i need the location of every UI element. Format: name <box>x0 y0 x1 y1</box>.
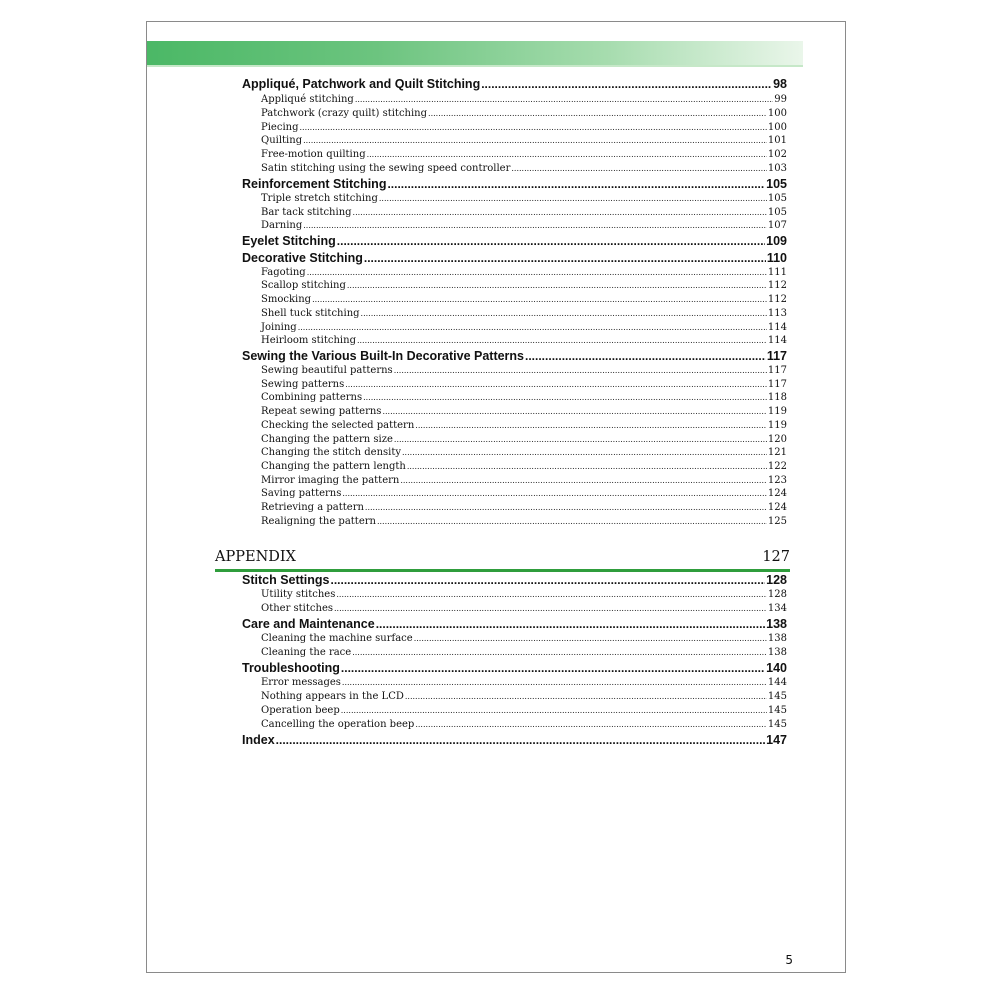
entry-title: Cleaning the machine surface <box>261 633 413 644</box>
dot-leader <box>414 633 767 644</box>
entry-title: Decorative Stitching <box>242 251 363 265</box>
toc-entry[interactable] <box>261 308 787 319</box>
dot-leader <box>428 108 767 119</box>
manual-page <box>146 21 846 973</box>
toc-heading-eyelet[interactable] <box>242 234 787 248</box>
entry-page-number: 145 <box>767 719 787 730</box>
page-number: 5 <box>785 953 793 967</box>
dot-leader <box>377 516 767 527</box>
entry-title: Shell tuck stitching <box>261 308 360 319</box>
toc-entry[interactable] <box>261 705 787 716</box>
entry-title: Scallop stitching <box>261 280 346 291</box>
dot-leader <box>394 434 767 445</box>
dot-leader <box>376 617 765 631</box>
entry-page-number: 147 <box>766 733 787 747</box>
entry-title: Saving patterns <box>261 488 342 499</box>
dot-leader <box>357 335 767 346</box>
entry-title: Mirror imaging the pattern <box>261 475 400 486</box>
entry-page-number: 110 <box>766 251 787 265</box>
toc-entry[interactable] <box>261 94 787 105</box>
entry-title: Stitch Settings <box>242 573 330 587</box>
dot-leader <box>303 135 767 146</box>
entry-page-number: 100 <box>767 122 787 133</box>
dot-leader <box>525 349 766 363</box>
toc-entry[interactable] <box>261 447 787 458</box>
toc-entry[interactable] <box>261 149 787 160</box>
toc-entry[interactable] <box>261 461 787 472</box>
entry-title: Troubleshooting <box>242 661 340 675</box>
entry-page-number: 101 <box>767 135 787 146</box>
dot-leader <box>300 122 767 133</box>
entry-title: Error messages <box>261 677 341 688</box>
entry-title: Utility stitches <box>261 589 336 600</box>
entry-page-number: 105 <box>767 207 787 218</box>
entry-page-number: 145 <box>767 691 787 702</box>
dot-leader <box>341 661 765 675</box>
toc-heading-stitch-settings[interactable] <box>242 573 787 587</box>
toc-entry[interactable] <box>261 163 787 174</box>
toc-entry[interactable] <box>261 420 787 431</box>
entry-page-number: 111 <box>767 267 787 278</box>
dot-leader <box>345 379 767 390</box>
entry-page-number: 102 <box>767 149 787 160</box>
entry-title: Repeat sewing patterns <box>261 406 382 417</box>
toc-heading-applique[interactable] <box>242 77 787 91</box>
dot-leader <box>363 392 767 403</box>
entry-page-number: 145 <box>767 705 787 716</box>
entry-title: Operation beep <box>261 705 340 716</box>
entry-page-number: 114 <box>767 322 787 333</box>
dot-leader <box>307 267 767 278</box>
dot-leader <box>407 461 767 472</box>
toc-heading-care-maintenance[interactable] <box>242 617 787 631</box>
entry-page-number: 107 <box>767 220 787 231</box>
entry-page-number: 118 <box>767 392 787 403</box>
entry-title: Realigning the pattern <box>261 516 376 527</box>
toc-entry[interactable] <box>261 603 787 614</box>
dot-leader <box>352 647 767 658</box>
entry-title: Sewing the Various Built-In Decorative Patterns <box>242 349 525 363</box>
toc-entry[interactable] <box>261 122 787 133</box>
entry-page-number: 114 <box>767 335 787 346</box>
entry-page-number: 105 <box>766 177 787 191</box>
entry-title: Appliqué, Patchwork and Quilt Stitching <box>242 77 481 91</box>
toc-entry[interactable] <box>261 502 787 513</box>
dot-leader <box>382 406 766 417</box>
dot-leader <box>364 251 766 265</box>
entry-page-number: 119 <box>767 406 787 417</box>
toc-heading-index[interactable] <box>242 733 787 747</box>
dot-leader <box>353 207 767 218</box>
dot-leader <box>337 234 765 248</box>
entry-page-number: 117 <box>766 349 787 363</box>
toc-entry[interactable] <box>261 589 787 600</box>
toc-entry[interactable] <box>261 392 787 403</box>
entry-title: Changing the pattern size <box>261 434 393 445</box>
dot-leader <box>355 94 773 105</box>
dot-leader <box>481 77 772 91</box>
toc-entry[interactable] <box>261 193 787 204</box>
entry-page-number: 119 <box>767 420 787 431</box>
entry-title: Checking the selected pattern <box>261 420 415 431</box>
toc-entry[interactable] <box>261 365 787 376</box>
entry-title: Changing the pattern length <box>261 461 406 472</box>
entry-title: Fagoting <box>261 267 306 278</box>
toc-entry[interactable] <box>261 677 787 688</box>
toc-entry[interactable] <box>261 406 787 417</box>
entry-page-number: 99 <box>774 94 787 105</box>
toc-entry[interactable] <box>261 108 787 119</box>
entry-page-number: 123 <box>767 475 787 486</box>
dot-leader <box>379 193 767 204</box>
toc-entry[interactable] <box>261 135 787 146</box>
entry-page-number: 138 <box>767 633 787 644</box>
dot-leader <box>387 177 765 191</box>
entry-page-number: 121 <box>767 447 787 458</box>
entry-title: Darning <box>261 220 303 231</box>
entry-title: Retrieving a pattern <box>261 502 364 513</box>
entry-title: Sewing patterns <box>261 379 345 390</box>
dot-leader <box>341 705 767 716</box>
toc-heading-troubleshooting[interactable] <box>242 661 787 675</box>
entry-page-number: 128 <box>767 589 787 600</box>
dot-leader <box>365 502 767 513</box>
entry-page-number: 112 <box>767 280 787 291</box>
entry-page-number: 144 <box>767 677 787 688</box>
entry-title: Reinforcement Stitching <box>242 177 387 191</box>
entry-page-number: 103 <box>767 163 787 174</box>
toc-entry[interactable] <box>261 516 787 527</box>
entry-title: Quilting <box>261 135 303 146</box>
entry-page-number: 109 <box>766 234 787 248</box>
dot-leader <box>276 733 765 747</box>
toc-heading-decorative[interactable] <box>242 251 787 265</box>
appendix-page: 127 <box>762 549 790 565</box>
entry-page-number: 122 <box>767 461 787 472</box>
dot-leader <box>405 691 767 702</box>
entry-title: Heirloom stitching <box>261 335 356 346</box>
entry-title: Care and Maintenance <box>242 617 375 631</box>
entry-page-number: 113 <box>767 308 787 319</box>
entry-title: Triple stretch stitching <box>261 193 378 204</box>
entry-page-number: 117 <box>767 379 787 390</box>
entry-title: Bar tack stitching <box>261 207 352 218</box>
toc-entry[interactable] <box>261 719 787 730</box>
toc-heading-reinforcement[interactable] <box>242 177 787 191</box>
entry-page-number: 124 <box>767 488 787 499</box>
entry-page-number: 112 <box>767 294 787 305</box>
entry-title: Index <box>242 733 275 747</box>
entry-page-number: 105 <box>767 193 787 204</box>
entry-title: Satin stitching using the sewing speed controller <box>261 163 511 174</box>
entry-title: Nothing appears in the LCD <box>261 691 404 702</box>
toc-entry[interactable] <box>261 280 787 291</box>
entry-page-number: 138 <box>766 617 787 631</box>
toc-entry[interactable] <box>261 691 787 702</box>
dot-leader <box>415 420 767 431</box>
toc-entry[interactable] <box>261 379 787 390</box>
entry-title: Cancelling the operation beep <box>261 719 415 730</box>
dot-leader <box>415 719 767 730</box>
dot-leader <box>312 294 767 305</box>
toc-entry[interactable] <box>261 294 787 305</box>
toc-entry[interactable] <box>261 207 787 218</box>
entry-page-number: 117 <box>767 365 787 376</box>
dot-leader <box>331 573 766 587</box>
table-of-contents <box>147 22 845 972</box>
entry-title: Other stitches <box>261 603 333 614</box>
toc-entry[interactable] <box>261 488 787 499</box>
entry-title: Eyelet Stitching <box>242 234 336 248</box>
toc-heading-builtin-patterns[interactable] <box>242 349 787 363</box>
entry-page-number: 134 <box>767 603 787 614</box>
toc-entry[interactable] <box>261 335 787 346</box>
entry-title: Free-motion quilting <box>261 149 366 160</box>
dot-leader <box>367 149 767 160</box>
entry-page-number: 128 <box>766 573 787 587</box>
entry-title: Smocking <box>261 294 312 305</box>
entry-title: Piecing <box>261 122 299 133</box>
toc-entry[interactable] <box>261 434 787 445</box>
dot-leader <box>347 280 767 291</box>
entry-title: Patchwork (crazy quilt) stitching <box>261 108 428 119</box>
dot-leader <box>361 308 767 319</box>
entry-title: Joining <box>261 322 297 333</box>
entry-title: Sewing beautiful patterns <box>261 365 393 376</box>
toc-entry[interactable] <box>261 633 787 644</box>
dot-leader <box>342 488 767 499</box>
toc-entry[interactable] <box>261 475 787 486</box>
appendix-label: APPENDIX <box>215 549 296 565</box>
dot-leader <box>402 447 767 458</box>
entry-page-number: 124 <box>767 502 787 513</box>
dot-leader <box>298 322 767 333</box>
toc-entry[interactable] <box>261 220 787 231</box>
dot-leader <box>394 365 767 376</box>
dot-leader <box>334 603 767 614</box>
entry-page-number: 125 <box>767 516 787 527</box>
entry-page-number: 100 <box>767 108 787 119</box>
entry-page-number: 138 <box>767 647 787 658</box>
entry-page-number: 120 <box>767 434 787 445</box>
entry-title: Appliqué stitching <box>261 94 354 105</box>
entry-title: Combining patterns <box>261 392 363 403</box>
dot-leader <box>303 220 767 231</box>
dot-leader <box>342 677 767 688</box>
entry-page-number: 98 <box>773 77 787 91</box>
dot-leader <box>336 589 767 600</box>
toc-entry[interactable] <box>261 322 787 333</box>
entry-title: Cleaning the race <box>261 647 352 658</box>
entry-page-number: 140 <box>766 661 787 675</box>
dot-leader <box>400 475 767 486</box>
toc-entry[interactable] <box>261 267 787 278</box>
appendix-heading[interactable] <box>215 545 790 572</box>
entry-title: Changing the stitch density <box>261 447 402 458</box>
dot-leader <box>511 163 767 174</box>
toc-entry[interactable] <box>261 647 787 658</box>
